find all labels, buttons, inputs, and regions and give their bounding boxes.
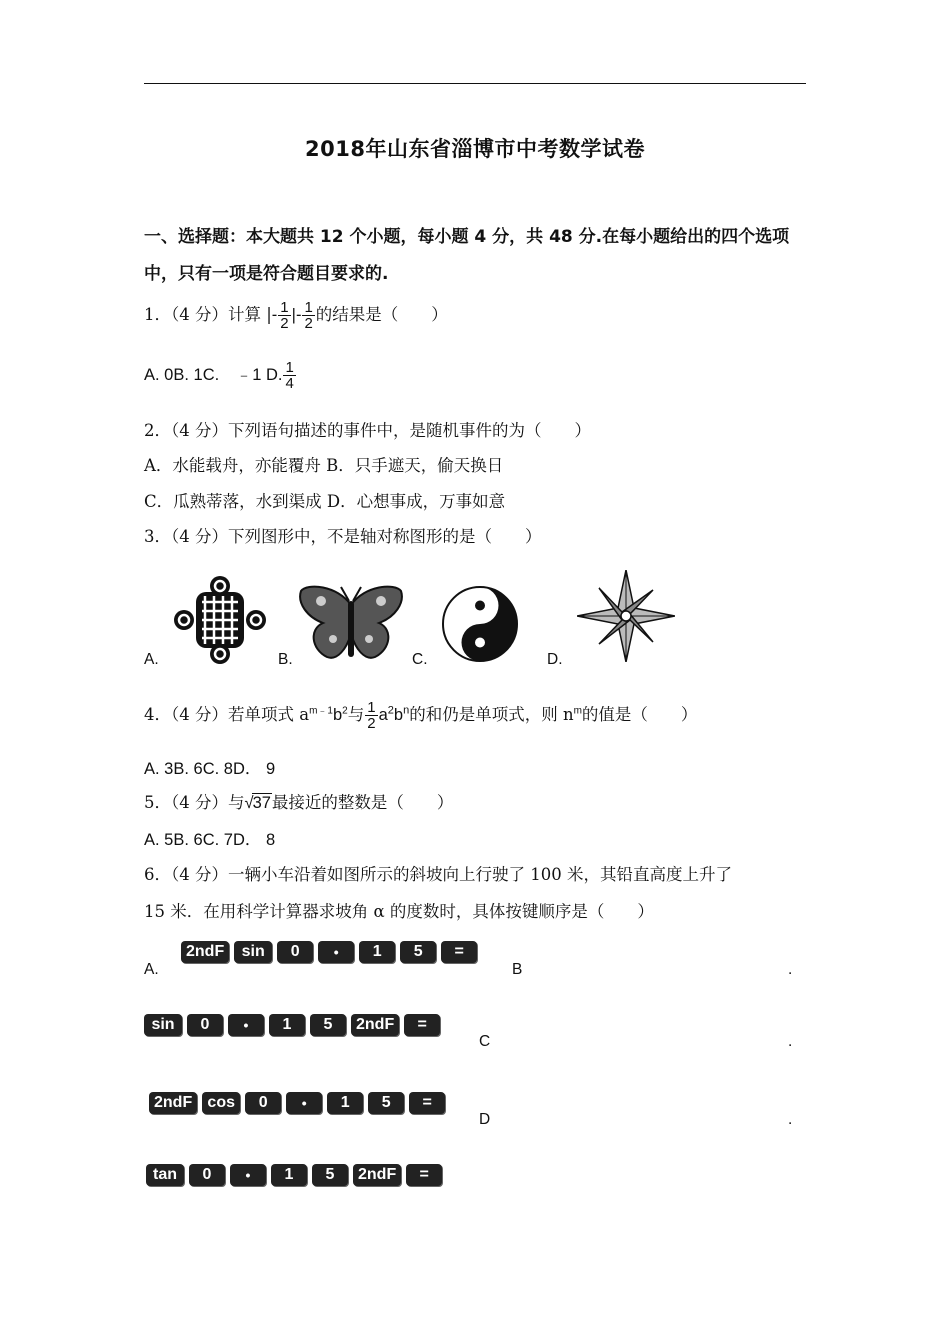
key-1: 1 [327, 1092, 363, 1114]
key-5: 5 [368, 1092, 404, 1114]
q3-label-a: A. [144, 651, 159, 668]
section-heading-line1: 一、选择题：本大题共 12 个小题，每小题 4 分，共 48 分.在每小题给出的四个选项 [144, 227, 790, 247]
q6-label-c: C [479, 1033, 491, 1050]
q6-keys-b [144, 1014, 440, 1036]
q1-abs-close: | [291, 306, 296, 324]
q4-exp-2: 2 [342, 705, 348, 717]
q5-radicand: 37 [252, 794, 271, 812]
key-decimal-point: • [286, 1092, 322, 1114]
key-equals: = [441, 941, 477, 963]
q6-period-a: . [788, 961, 793, 978]
q1-fraction-2 [302, 300, 314, 331]
q1-suffix: 的结果是（ ） [315, 305, 448, 324]
question-5-options: A. 5B. 6C. 7D． 8 [144, 831, 276, 849]
question-2-options-cd: C．瓜熟蒂落，水到渠成 D．心想事成，万事如意 [144, 492, 506, 511]
key-2ndf: 2ndF [353, 1164, 401, 1186]
q4-suffix: 的值是（ ） [581, 705, 698, 724]
question-6-line2: 15 米．在用科学计算器求坡角 α 的度数时，具体按键顺序是（ ） [144, 902, 654, 921]
yin-yang-icon [441, 585, 519, 663]
q1-abs-sign: - [271, 306, 278, 324]
question-4-options: A. 3B. 6C. 8D． 9 [144, 760, 276, 778]
question-6-line1: 6．（4 分）一辆小车沿着如图所示的斜坡向上行驶了 100 米，其铅直高度上升了 [144, 865, 732, 884]
key-tan: tan [146, 1164, 184, 1186]
q6-period-b: . [788, 1033, 793, 1050]
key-equals: = [404, 1014, 440, 1036]
key-5: 5 [310, 1014, 346, 1036]
q1-minus: - [295, 306, 302, 324]
q4-with: 与 [347, 705, 365, 724]
q1-frac-num: 1 [280, 299, 289, 316]
section-heading-line2: 中，只有一项是符合题目要求的. [144, 264, 389, 284]
question-1-options [144, 360, 297, 391]
q4-b: b [332, 706, 343, 724]
q4-frac-den: 2 [367, 715, 376, 732]
q5-prefix: 5．（4 分）与 [144, 793, 245, 812]
butterfly-icon [297, 583, 405, 663]
key-2ndf: 2ndF [181, 941, 229, 963]
q6-label-b: B [512, 961, 523, 978]
key-equals: = [409, 1092, 445, 1114]
key-1: 1 [271, 1164, 307, 1186]
top-rule [144, 83, 806, 84]
q1-frac2-den: 2 [304, 315, 313, 332]
sqrt-icon: √ [244, 794, 254, 812]
key-decimal-point: • [230, 1164, 266, 1186]
q4-exp-5: m [573, 705, 582, 717]
key-0: 0 [189, 1164, 225, 1186]
key-cos: cos [202, 1092, 240, 1114]
q1-options: A. 0B. 1C. ﹣1 D. [144, 365, 283, 384]
q4-prefix: 4．（4 分）若单项式 a [144, 705, 310, 724]
key-0: 0 [245, 1092, 281, 1114]
chinese-knot-icon [172, 574, 268, 666]
q4-frac-num: 1 [367, 699, 376, 716]
question-2: 2．（4 分）下列语句描述的事件中，是随机事件的为（ ） [144, 421, 591, 440]
key-1: 1 [269, 1014, 305, 1036]
key-decimal-point: • [318, 941, 354, 963]
q4-exp-3: 2 [387, 704, 394, 717]
question-4 [144, 700, 697, 731]
q1-frac-den: 2 [280, 315, 289, 332]
key-0: 0 [187, 1014, 223, 1036]
q4-fraction [365, 700, 377, 731]
q1-opt-frac-den: 4 [285, 375, 294, 392]
question-3: 3．（4 分）下列图形中，不是轴对称图形的是（ ） [144, 527, 542, 546]
q4-bn: b [393, 706, 404, 724]
question-1 [144, 300, 448, 331]
compass-star-icon [577, 570, 675, 662]
key-sin: sin [144, 1014, 182, 1036]
q6-keys-a [181, 941, 477, 963]
key-5: 5 [312, 1164, 348, 1186]
key-5: 5 [400, 941, 436, 963]
q6-label-a: A. [144, 961, 159, 978]
q3-label-c: C. [412, 651, 428, 668]
key-2ndf: 2ndF [149, 1092, 197, 1114]
q3-label-d: D. [547, 651, 563, 668]
q4-exp-4: n [403, 704, 410, 717]
q1-opt-frac-num: 1 [285, 359, 294, 376]
key-sin: sin [234, 941, 272, 963]
q6-label-d: D [479, 1111, 491, 1128]
question-5 [144, 789, 453, 813]
q4-mid: 的和仍是单项式，则 n [409, 705, 574, 724]
q3-label-b: B. [278, 651, 293, 668]
page-title: 2018年山东省淄博市中考数学试卷 [305, 137, 645, 161]
q5-suffix: 最接近的整数是（ ） [271, 793, 454, 812]
q6-keys-d [146, 1164, 442, 1186]
key-2ndf: 2ndF [351, 1014, 399, 1036]
q6-period-c: . [788, 1111, 793, 1128]
q4-a2: a [378, 706, 388, 724]
q4-exp-1: m﹣1 [309, 705, 333, 717]
key-0: 0 [277, 941, 313, 963]
question-2-options-ab: A．水能载舟，亦能覆舟 B．只手遮天，偷天换日 [144, 456, 504, 475]
key-decimal-point: • [228, 1014, 264, 1036]
q6-keys-c [149, 1092, 445, 1114]
q1-option-d-fraction [283, 360, 295, 391]
key-1: 1 [359, 941, 395, 963]
q1-fraction [278, 300, 290, 331]
q1-prefix: 1．（4 分）计算 | [144, 305, 272, 324]
q1-frac2-num: 1 [304, 299, 313, 316]
key-equals: = [406, 1164, 442, 1186]
